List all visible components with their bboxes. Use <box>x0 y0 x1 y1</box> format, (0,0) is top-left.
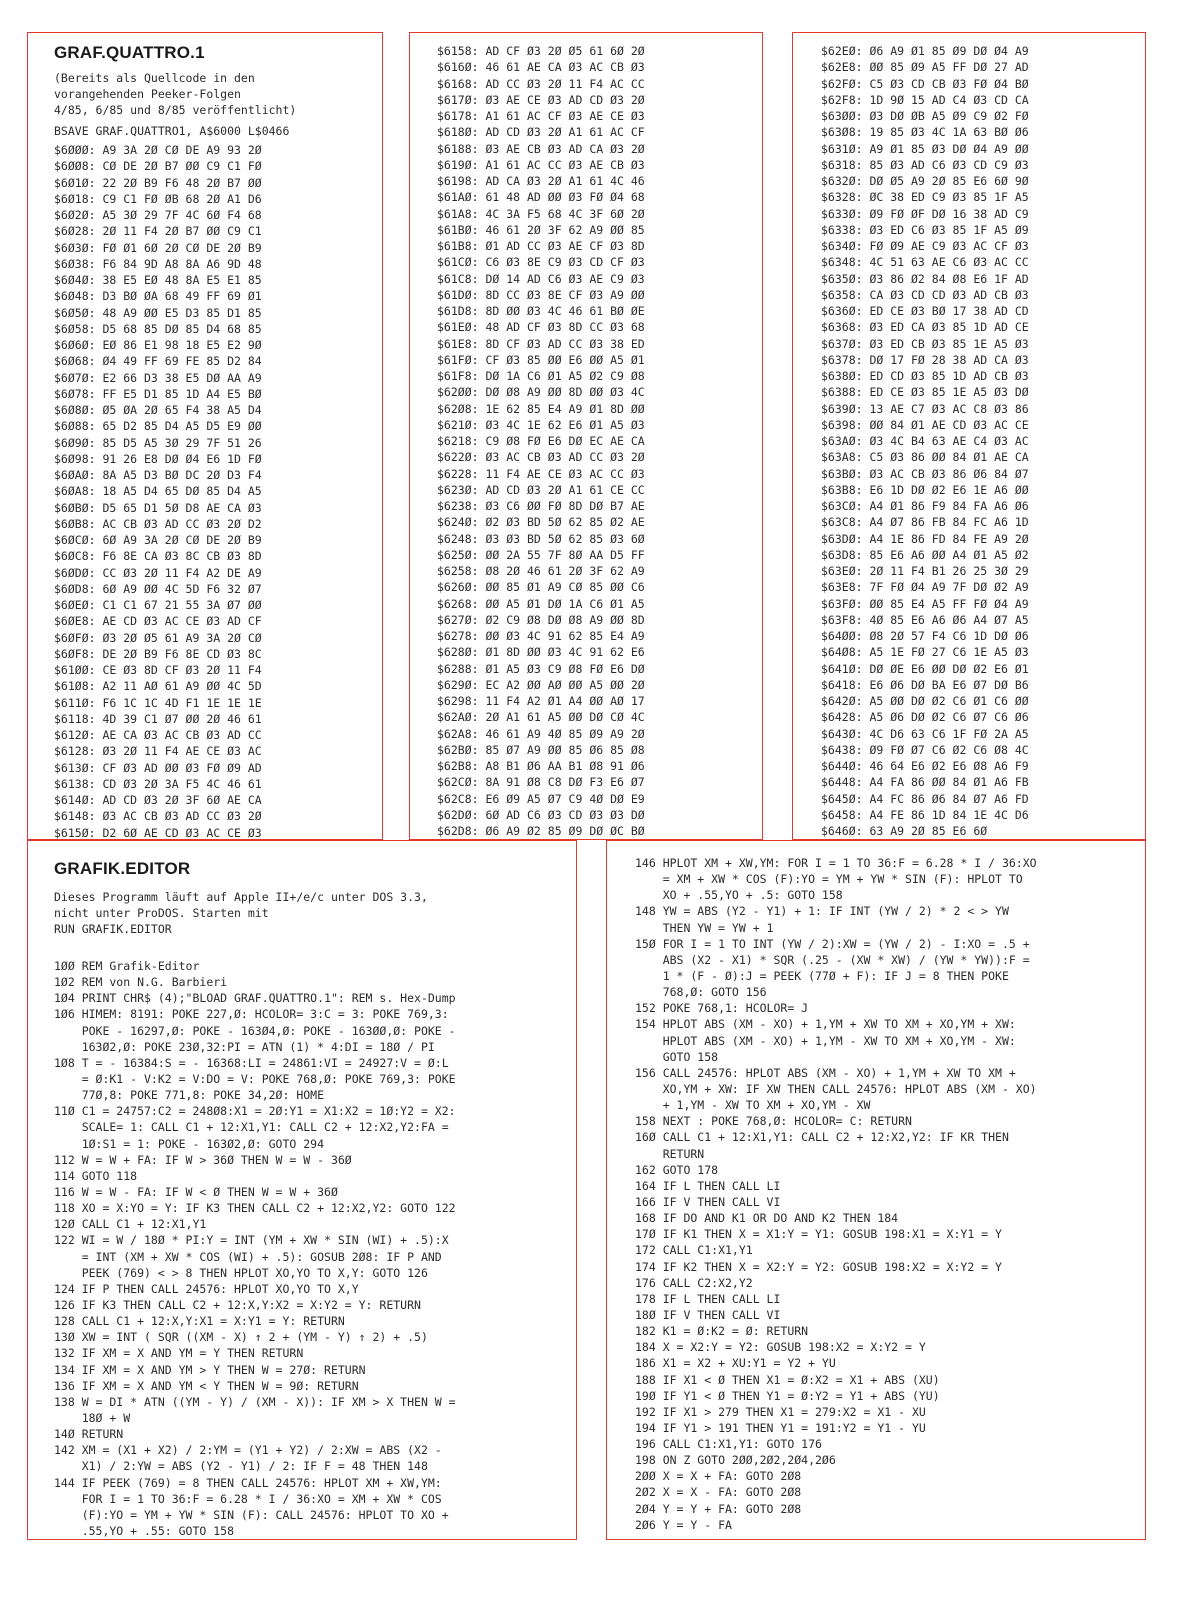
hex-line: $6198: AD CA Ø3 2Ø A1 61 4C 46 <box>437 174 645 188</box>
hex-dump-column-2 <box>437 43 645 839</box>
basic-line: 142 XM = (X1 + X2) / 2:YM = (Y1 + Y2) / 2:XW = ABS (X2 - <box>54 1443 442 1458</box>
hex-line: $6218: C9 Ø8 FØ E6 DØ EC AE CA <box>437 434 645 448</box>
hex-line: $6Ø78: FF E5 D1 85 1D A4 E5 BØ <box>54 386 262 401</box>
grafik-editor-box-2 <box>606 840 1146 1540</box>
basic-line: = Ø:K1 - V:K2 = V:DO = V: POKE 768,Ø: POKE 769,3: POKE <box>54 1071 456 1086</box>
basic-line: 188 IF X1 < Ø THEN X1 = Ø:X2 = X1 + ABS (XU) <box>635 1372 940 1387</box>
hex-line: $6ØDØ: CC Ø3 2Ø 11 F4 A2 DE A9 <box>54 565 262 580</box>
basic-listing-left <box>54 958 456 1539</box>
hex-line: $6Ø8Ø: Ø5 ØA 2Ø 65 F4 38 A5 D4 <box>54 403 262 417</box>
hex-line: $614Ø: AD CD Ø3 2Ø 3F 6Ø AE CA <box>54 793 262 807</box>
hex-line: $6Ø48: D3 BØ ØA 68 49 FF 69 Ø1 <box>54 289 262 304</box>
basic-line: (F):YO = YM + YW * SIN (F): CALL 24576: HPLOT TO XO + <box>54 1507 449 1522</box>
hex-line: $63EØ: 2Ø 11 F4 B1 26 25 3Ø 29 <box>821 564 1029 578</box>
hex-line: $626Ø: ØØ 85 Ø1 A9 CØ 85 ØØ C6 <box>437 580 645 595</box>
graf-quattro-intro <box>54 70 296 119</box>
hex-dump-column-3 <box>821 43 1029 839</box>
basic-line: RETURN <box>635 1146 705 1161</box>
hex-dump-box-3 <box>792 32 1146 840</box>
hex-line: $61D8: 8D ØØ Ø3 4C 46 61 BØ ØE <box>437 304 645 318</box>
hex-line: $6ØAØ: 8A A5 D3 BØ DC 2Ø D3 F4 <box>54 468 262 482</box>
basic-line: 1ØØ REM Grafik-Editor <box>54 959 200 973</box>
hex-line: $63AØ: Ø3 4C B4 63 AE C4 Ø3 AC <box>821 434 1029 448</box>
basic-line: 136 IF XM = X AND YM < Y THEN W = 9Ø: RETURN <box>54 1378 359 1393</box>
basic-line: SCALE= 1: CALL C1 + 12:X1,Y1: CALL C2 + 12:X2,Y2:FA = <box>54 1120 449 1135</box>
hex-line: $6Ø68: Ø4 49 FF 69 FE 85 D2 84 <box>54 354 262 369</box>
basic-line: 77Ø,8: POKE 771,8: POKE 34,2Ø: HOME <box>54 1088 325 1103</box>
hex-line: $622Ø: Ø3 AC CB Ø3 AD CC Ø3 2Ø <box>437 450 645 465</box>
basic-line: ABS (X2 - X1) * SQR (.25 - (XW * XW) / (YW * YW)):F = <box>635 952 1030 967</box>
hex-line: $6Ø1Ø: 22 2Ø B9 F6 48 2Ø B7 ØØ <box>54 175 262 190</box>
hex-line: $6Ø28: 2Ø 11 F4 2Ø B7 ØØ C9 C1 <box>54 224 262 239</box>
hex-line: $646Ø: 63 A9 2Ø 85 E6 6Ø <box>821 824 988 838</box>
hex-line: $62DØ: 6Ø AD C6 Ø3 CD Ø3 Ø3 DØ <box>437 807 645 822</box>
bsave-line: BSAVE GRAF.QUATTRO1, A$6000 L$0466 <box>54 124 290 138</box>
hex-line: $617Ø: Ø3 AE CE Ø3 AD CD Ø3 2Ø <box>437 92 645 107</box>
hex-line: $63BØ: Ø3 AC CB Ø3 86 Ø6 84 Ø7 <box>821 466 1029 481</box>
intro-line: 4/85, 6/85 und 8/85 veröffentlicht) <box>54 103 297 118</box>
hex-line: $634Ø: FØ Ø9 AE C9 Ø3 AC CF Ø3 <box>821 239 1029 253</box>
hex-line: $62F8: 1D 9Ø 15 AD C4 Ø3 CD CA <box>821 92 1029 107</box>
hex-line: $6288: Ø1 A5 Ø3 C9 Ø8 FØ E6 DØ <box>437 661 645 676</box>
basic-line: 152 POKE 768,1: HCOLOR= J <box>635 1001 809 1016</box>
hex-line: $61AØ: 61 48 AD ØØ Ø3 FØ Ø4 68 <box>437 190 645 205</box>
hex-line: $6318: 85 Ø3 AD C6 Ø3 CD C9 Ø3 <box>821 157 1029 172</box>
basic-line: 163Ø2,Ø: POKE 23Ø,32:PI = ATN (1) * 4:DI = 18Ø / PI <box>54 1039 435 1054</box>
basic-line: 178 IF L THEN CALL LI <box>635 1291 781 1306</box>
hex-line: $629Ø: EC A2 ØØ AØ ØØ A5 ØØ 2Ø <box>437 677 645 692</box>
hex-line: $623Ø: AD CD Ø3 2Ø A1 61 CE CC <box>437 482 645 497</box>
intro-line: RUN GRAFIK.EDITOR <box>54 922 172 937</box>
hex-line: $6ØA8: 18 A5 D4 65 DØ 85 D4 A5 <box>54 484 262 499</box>
hex-line: $619Ø: A1 61 AC CC Ø3 AE CB Ø3 <box>437 157 645 172</box>
grafik-editor-title: GRAFIK.EDITOR <box>54 859 191 878</box>
hex-line: $6278: ØØ Ø3 4C 91 62 85 E4 A9 <box>437 629 645 643</box>
hex-line: $6Ø6Ø: EØ 86 E1 98 18 E5 E2 9Ø <box>54 338 262 352</box>
basic-line: 12Ø CALL C1 + 12:X1,Y1 <box>54 1217 207 1232</box>
hex-line: $642Ø: A5 ØØ DØ Ø2 C6 Ø1 C6 ØØ <box>821 694 1029 708</box>
basic-line: 162 GOTO 178 <box>635 1162 719 1177</box>
hex-line: $6Ø58: D5 68 85 DØ 85 D4 68 85 <box>54 321 262 336</box>
hex-line: $6428: A5 Ø6 DØ Ø2 C6 Ø7 C6 Ø6 <box>821 710 1029 725</box>
basic-line: 124 IF P THEN CALL 24576: HPLOT XO,YO TO X,Y <box>54 1281 359 1296</box>
hex-line: $64ØØ: Ø8 2Ø 57 F4 C6 1D DØ Ø6 <box>821 629 1029 643</box>
basic-line: 768,Ø: GOTO 156 <box>635 985 767 1000</box>
hex-line: $63E8: 7F FØ Ø4 A9 7F DØ Ø2 A9 <box>821 580 1029 595</box>
basic-line: 2Ø2 X = X - FA: GOTO 2Ø8 <box>635 1485 802 1500</box>
basic-line: = XM + XW * COS (F):YO = YM + YW * SIN (F): HPLOT TO <box>635 872 1023 887</box>
hex-line: $6228: 11 F4 AE CE Ø3 AC CC Ø3 <box>437 466 645 481</box>
hex-line: $6Ø98: 91 26 E8 DØ Ø4 E6 1D FØ <box>54 451 262 466</box>
basic-line: 2Ø6 Y = Y - FA <box>635 1517 732 1532</box>
hex-line: $6248: Ø3 Ø3 BD 5Ø 62 85 Ø3 6Ø <box>437 531 645 546</box>
hex-line: $6378: DØ 17 FØ 28 38 AD CA Ø3 <box>821 352 1029 367</box>
hex-line: $62EØ: Ø6 A9 Ø1 85 Ø9 DØ Ø4 A9 <box>821 44 1029 58</box>
hex-line: $6188: Ø3 AE CB Ø3 AD CA Ø3 2Ø <box>437 141 645 156</box>
hex-line: $61EØ: 48 AD CF Ø3 8D CC Ø3 68 <box>437 320 645 335</box>
intro-line: vorangehenden Peeker-Folgen <box>54 87 241 102</box>
hex-line: $62C8: E6 Ø9 A5 Ø7 C9 4Ø DØ E9 <box>437 791 645 806</box>
hex-line: $625Ø: ØØ 2A 55 7F 8Ø AA D5 FF <box>437 547 645 562</box>
hex-line: $62AØ: 2Ø A1 61 A5 ØØ DØ CØ 4C <box>437 710 645 725</box>
basic-line: XO + .55,YO + .5: GOTO 158 <box>635 888 843 903</box>
hex-line: $6358: CA Ø3 CD CD Ø3 AD CB Ø3 <box>821 287 1029 302</box>
hex-line: $63A8: C5 Ø3 86 ØØ 84 Ø1 AE CA <box>821 450 1029 465</box>
hex-line: $6ØCØ: 6Ø A9 3A 2Ø CØ DE 2Ø B9 <box>54 533 262 547</box>
hex-line: $63DØ: A4 1E 86 FD 84 FE A9 2Ø <box>821 531 1029 546</box>
hex-line: $61DØ: 8D CC Ø3 8E CF Ø3 A9 ØØ <box>437 287 645 302</box>
hex-line: $62ØØ: DØ Ø8 A9 ØØ 8D ØØ Ø3 4C <box>437 385 645 400</box>
hex-line: $612Ø: AE CA Ø3 AC CB Ø3 AD CC <box>54 728 262 742</box>
hex-line: $62CØ: 8A 91 Ø8 C8 DØ F3 E6 Ø7 <box>437 775 645 790</box>
hex-line: $61B8: Ø1 AD CC Ø3 AE CF Ø3 8D <box>437 239 645 253</box>
basic-line: 158 NEXT : POKE 768,Ø: HCOLOR= C: RETURN <box>635 1114 912 1129</box>
basic-line: 15Ø FOR I = 1 TO INT (YW / 2):XW = (YW / 2) - I:XO = .5 + <box>635 936 1030 951</box>
hex-line: $6ØBØ: D5 65 D1 5Ø D8 AE CA Ø3 <box>54 500 262 515</box>
basic-line: 1Ø2 REM von N.G. Barbieri <box>54 975 228 990</box>
hex-line: $6Ø18: C9 C1 FØ ØB 68 2Ø A1 D6 <box>54 191 262 206</box>
basic-line: 182 K1 = Ø:K2 = Ø: RETURN <box>635 1324 809 1339</box>
hex-line: $6418: E6 Ø6 DØ BA E6 Ø7 DØ B6 <box>821 677 1029 692</box>
hex-line: $6138: CD Ø3 2Ø 3A F5 4C 46 61 <box>54 776 262 791</box>
hex-line: $63B8: E6 1D DØ Ø2 E6 1E A6 ØØ <box>821 482 1029 497</box>
hex-line: $639Ø: 13 AE C7 Ø3 AC C8 Ø3 86 <box>821 401 1029 416</box>
hex-line: $6ØE8: AE CD Ø3 AC CE Ø3 AD CF <box>54 614 262 629</box>
hex-line: $6118: 4D 39 C1 Ø7 ØØ 2Ø 46 61 <box>54 711 262 726</box>
graf-quattro-title: GRAF.QUATTRO.1 <box>54 43 205 62</box>
hex-line: $621Ø: Ø3 4C 1E 62 E6 Ø1 A5 Ø3 <box>437 417 645 432</box>
basic-line: 146 HPLOT XM + XW,YM: FOR I = 1 TO 36:F = 6.28 * I / 36:XO <box>635 856 1037 870</box>
hex-line: $61BØ: 46 61 2Ø 3F 62 A9 ØØ 85 <box>437 222 645 237</box>
hex-line: $6Ø88: 65 D2 85 D4 A5 D5 E9 ØØ <box>54 419 262 434</box>
basic-line: 2ØØ X = X + FA: GOTO 2Ø8 <box>635 1469 802 1484</box>
basic-line: 132 IF XM = X AND YM = Y THEN RETURN <box>54 1346 304 1361</box>
hex-line: $618Ø: AD CD Ø3 2Ø A1 61 AC CF <box>437 125 645 140</box>
hex-dump-column-1 <box>54 142 262 840</box>
basic-line: 116 W = W - FA: IF W < Ø THEN W = W + 36Ø <box>54 1184 338 1199</box>
hex-line: $6Ø9Ø: 85 D5 A5 3Ø 29 7F 51 26 <box>54 435 262 450</box>
hex-line: $61CØ: C6 Ø3 8E C9 Ø3 CD CF Ø3 <box>437 255 645 270</box>
basic-line: 148 YW = ABS (Y2 - Y1) + 1: IF INT (YW / 2) * 2 < > YW <box>635 904 1009 919</box>
basic-line: 17Ø IF K1 THEN X = X1:Y = Y1: GOSUB 198:X1 = X:Y1 = Y <box>635 1227 1002 1242</box>
hex-line: $641Ø: DØ ØE E6 ØØ DØ Ø2 E6 Ø1 <box>821 661 1029 676</box>
hex-line: $627Ø: Ø2 C9 Ø8 DØ Ø8 A9 ØØ 8D <box>437 612 645 627</box>
basic-line: 18Ø IF V THEN CALL VI <box>635 1307 781 1322</box>
basic-line: 18Ø + W <box>54 1410 131 1425</box>
hex-line: $6398: ØØ 84 Ø1 AE CD Ø3 AC CE <box>821 417 1029 432</box>
basic-line: 194 IF Y1 > 191 THEN Y1 = 191:Y2 = Y1 - YU <box>635 1420 926 1435</box>
hex-line: $6298: 11 F4 A2 Ø1 A4 ØØ AØ 17 <box>437 694 645 708</box>
hex-line: $6348: 4C 51 63 AE C6 Ø3 AC CC <box>821 255 1029 270</box>
hex-line: $6ØFØ: Ø3 2Ø Ø5 61 A9 3A 2Ø CØ <box>54 630 262 645</box>
hex-line: $63F8: 4Ø 85 E6 A6 Ø6 A4 Ø7 A5 <box>821 612 1029 627</box>
basic-line: .55,YO + .55: GOTO 158 <box>54 1523 235 1538</box>
basic-line: 1Ø6 HIMEM: 8191: POKE 227,Ø: HCOLOR= 3:C = 3: POKE 769,3: <box>54 1007 449 1022</box>
hex-line: $6Ø38: F6 84 9D A8 8A A6 9D 48 <box>54 256 262 271</box>
basic-line: 128 CALL C1 + 12:X,Y:X1 = X:Y1 = Y: RETURN <box>54 1314 345 1329</box>
basic-line: 168 IF DO AND K1 OR DO AND K2 THEN 184 <box>635 1211 899 1226</box>
hex-line: $63C8: A4 Ø7 86 FB 84 FC A6 1D <box>821 515 1029 530</box>
hex-line: $6Ø2Ø: A5 3Ø 29 7F 4C 6Ø F4 68 <box>54 208 262 222</box>
hex-line: $62Ø8: 1E 62 85 E4 A9 Ø1 8D ØØ <box>437 401 645 416</box>
hex-line: $62BØ: 85 Ø7 A9 ØØ 85 Ø6 85 Ø8 <box>437 742 645 757</box>
hex-line: $616Ø: 46 61 AE CA Ø3 AC CB Ø3 <box>437 60 645 75</box>
hex-line: $644Ø: 46 64 E6 Ø2 E6 Ø8 A6 F9 <box>821 759 1029 773</box>
hex-line: $6ØC8: F6 8E CA Ø3 8C CB Ø3 8D <box>54 549 262 564</box>
basic-line: FOR I = 1 TO 36:F = 6.28 * I / 36:XO = XM + XW * COS <box>54 1491 442 1506</box>
basic-line: 14Ø RETURN <box>54 1427 124 1442</box>
basic-line: 138 W = DI * ATN ((YM - Y) / (XM - X)): IF XM > X THEN W = <box>54 1394 456 1409</box>
basic-line: 156 CALL 24576: HPLOT ABS (XM - XO) + 1,YM + XW TO XM + <box>635 1065 1016 1080</box>
hex-line: $6ØD8: 6Ø A9 ØØ 4C 5D F6 32 Ø7 <box>54 581 262 596</box>
hex-line: $631Ø: A9 Ø1 85 Ø3 DØ Ø4 A9 ØØ <box>821 141 1029 156</box>
hex-line: $611Ø: F6 1C 1C 4D F1 1E 1E 1E <box>54 695 262 710</box>
hex-line: $633Ø: Ø9 FØ ØF DØ 16 38 AD C9 <box>821 206 1029 221</box>
hex-line: $64Ø8: A5 1E FØ 27 C6 1E A5 Ø3 <box>821 645 1029 660</box>
hex-line: $61F8: DØ 1A C6 Ø1 A5 Ø2 C9 Ø8 <box>437 369 645 383</box>
basic-line: 19Ø IF Y1 < Ø THEN Y1 = Ø:Y2 = Y1 + ABS (YU) <box>635 1388 940 1403</box>
basic-line: 114 GOTO 118 <box>54 1168 138 1183</box>
basic-line: + 1,YM - XW TO XM + XO,YM - XW <box>635 1098 871 1113</box>
hex-line: $6ØF8: DE 2Ø B9 F6 8E CD Ø3 8C <box>54 646 262 661</box>
basic-line: 172 CALL C1:X1,Y1 <box>635 1243 753 1258</box>
hex-line: $643Ø: 4C D6 63 C6 1F FØ 2A A5 <box>821 726 1029 741</box>
hex-line: $6448: A4 FA 86 ØØ 84 Ø1 A6 FB <box>821 775 1029 790</box>
grafik-editor-intro <box>54 889 428 938</box>
basic-line: HPLOT ABS (XM - XO) + 1,YM - XW TO XM + XO,YM - XW: <box>635 1033 1016 1048</box>
hex-line: $637Ø: Ø3 ED CB Ø3 85 1E A5 Ø3 <box>821 336 1029 351</box>
hex-line: $6268: ØØ A5 Ø1 DØ 1A C6 Ø1 A5 <box>437 596 645 611</box>
intro-line: Dieses Programm läuft auf Apple II+/e/c unter DOS 3.3, <box>54 890 428 904</box>
basic-line: 196 CALL C1:X1,Y1: GOTO 176 <box>635 1437 822 1452</box>
hex-line: $6368: Ø3 ED CA Ø3 85 1D AD CE <box>821 320 1029 335</box>
hex-line: $63CØ: A4 Ø1 86 F9 84 FA A6 Ø6 <box>821 499 1029 513</box>
basic-line: 126 IF K3 THEN CALL C2 + 12:X,Y:X2 = X:Y2 = Y: RETURN <box>54 1297 421 1312</box>
hex-line: $636Ø: ED CE Ø3 BØ 17 38 AD CD <box>821 304 1029 318</box>
basic-line: 174 IF K2 THEN X = X2:Y = Y2: GOSUB 198:X2 = X:Y2 = Y <box>635 1259 1002 1274</box>
hex-line: $61E8: 8D CF Ø3 AD CC Ø3 38 ED <box>437 336 645 351</box>
basic-line: 122 WI = W / 18Ø * PI:Y = INT (YM + XW * SIN (WI) + .5):X <box>54 1233 449 1248</box>
hex-line: $62A8: 46 61 A9 4Ø 85 Ø9 A9 2Ø <box>437 726 645 741</box>
hex-line: $6128: Ø3 2Ø 11 F4 AE CE Ø3 AC <box>54 744 262 759</box>
hex-line: $624Ø: Ø2 Ø3 BD 5Ø 62 85 Ø2 AE <box>437 515 645 530</box>
hex-line: $6ØØØ: A9 3A 2Ø CØ DE A9 93 2Ø <box>54 143 262 157</box>
hex-line: $61A8: 4C 3A F5 68 4C 3F 6Ø 2Ø <box>437 206 645 221</box>
basic-line: GOTO 158 <box>635 1049 719 1064</box>
basic-line: 16Ø CALL C1 + 12:X1,Y1: CALL C2 + 12:X2,Y2: IF KR THEN <box>635 1130 1009 1145</box>
hex-line: $6ØEØ: C1 C1 67 21 55 3A Ø7 ØØ <box>54 598 262 612</box>
hex-line: $6238: Ø3 C6 ØØ FØ 8D DØ B7 AE <box>437 499 645 513</box>
hex-line: $6ØB8: AC CB Ø3 AD CC Ø3 2Ø D2 <box>54 516 262 531</box>
basic-line: POKE - 16297,Ø: POKE - 163Ø4,Ø: POKE - 163ØØ,Ø: POKE - <box>54 1023 456 1038</box>
basic-line: 166 IF V THEN CALL VI <box>635 1194 781 1209</box>
hex-line: $63ØØ: Ø3 DØ ØB A5 Ø9 C9 Ø2 FØ <box>821 109 1029 123</box>
hex-line: $62E8: ØØ 85 Ø9 A5 FF DØ 27 AD <box>821 60 1029 75</box>
basic-line: 1Ø:S1 = 1: POKE - 163Ø2,Ø: GOTO 294 <box>54 1136 325 1151</box>
hex-line: $6Ø3Ø: FØ Ø1 6Ø 2Ø CØ DE 2Ø B9 <box>54 240 262 255</box>
hex-line: $6Ø7Ø: E2 66 D3 38 E5 DØ AA A9 <box>54 370 262 385</box>
hex-line: $6338: Ø3 ED C6 Ø3 85 1F A5 Ø9 <box>821 222 1029 237</box>
basic-line: 186 X1 = X2 + XU:Y1 = Y2 + YU <box>635 1356 836 1371</box>
hex-line: $645Ø: A4 FC 86 Ø6 84 Ø7 A6 FD <box>821 791 1029 806</box>
hex-line: $6148: Ø3 AC CB Ø3 AD CC Ø3 2Ø <box>54 809 262 824</box>
hex-line: $6258: Ø8 2Ø 46 61 2Ø 3F 62 A9 <box>437 564 645 578</box>
basic-line: 184 X = X2:Y = Y2: GOSUB 198:X2 = X:Y2 = Y <box>635 1340 926 1355</box>
basic-line: THEN YW = YW + 1 <box>635 920 774 935</box>
hex-line: $62B8: A8 B1 Ø6 AA B1 Ø8 91 Ø6 <box>437 759 645 773</box>
basic-line: 164 IF L THEN CALL LI <box>635 1178 781 1193</box>
hex-line: $6178: A1 61 AC CF Ø3 AE CE Ø3 <box>437 109 645 123</box>
basic-line: XO,YM + XW: IF XW THEN CALL 24576: HPLOT ABS (XM - XO) <box>635 1081 1037 1096</box>
hex-line: $62FØ: C5 Ø3 CD CB Ø3 FØ Ø4 BØ <box>821 76 1029 91</box>
hex-line: $6Ø5Ø: 48 A9 ØØ E5 D3 85 D1 85 <box>54 305 262 320</box>
basic-line: 144 IF PEEK (769) = 8 THEN CALL 24576: HPLOT XM + XW,YM: <box>54 1475 442 1490</box>
basic-listing-right <box>635 855 1037 1533</box>
basic-line: X1) / 2:YW = ABS (Y2 - Y1) / 2: IF F = 48 THEN 148 <box>54 1459 428 1474</box>
basic-line: 13Ø XW = INT ( SQR ((XM - X) ↑ 2 + (YM - Y) ↑ 2) + .5) <box>54 1330 428 1345</box>
hex-line: $6168: AD CC Ø3 2Ø 11 F4 AC CC <box>437 76 645 91</box>
hex-line: $6158: AD CF Ø3 2Ø Ø5 61 6Ø 2Ø <box>437 44 645 58</box>
intro-line: nicht unter ProDOS. Starten mit <box>54 906 269 921</box>
hex-line: $6ØØ8: CØ DE 2Ø B7 ØØ C9 C1 FØ <box>54 159 262 174</box>
basic-line: 1 * (F - Ø):J = PEEK (77Ø + F): IF J = 8 THEN POKE <box>635 968 1009 983</box>
hex-line: $61ØØ: CE Ø3 8D CF Ø3 2Ø 11 F4 <box>54 663 262 677</box>
basic-line: 11Ø C1 = 24757:C2 = 248Ø8:X1 = 2Ø:Y1 = X1:X2 = 1Ø:Y2 = X2: <box>54 1104 456 1119</box>
basic-line: 1Ø4 PRINT CHR$ (4);"BLOAD GRAF.QUATTRO.1": REM s. Hex-Dump <box>54 991 456 1006</box>
hex-line: $628Ø: Ø1 8D ØØ Ø3 4C 91 62 E6 <box>437 645 645 660</box>
basic-line: 2Ø4 Y = Y + FA: GOTO 2Ø8 <box>635 1501 802 1516</box>
basic-line: 112 W = W + FA: IF W > 36Ø THEN W = W - 36Ø <box>54 1152 352 1167</box>
grafik-editor-box <box>27 840 577 1540</box>
hex-line: $615Ø: D2 6Ø AE CD Ø3 AC CE Ø3 <box>54 825 262 840</box>
basic-line: 134 IF XM = X AND YM > Y THEN W = 27Ø: RETURN <box>54 1362 366 1377</box>
basic-line: 198 ON Z GOTO 2ØØ,2Ø2,2Ø4,2Ø6 <box>635 1453 836 1468</box>
basic-line: 154 HPLOT ABS (XM - XO) + 1,YM + XW TO XM + XO,YM + XW: <box>635 1017 1016 1032</box>
hex-line: $6388: ED CE Ø3 85 1E A5 Ø3 DØ <box>821 385 1029 400</box>
graf-quattro-box <box>27 32 383 840</box>
hex-line: $6Ø4Ø: 38 E5 EØ 48 8A E5 E1 85 <box>54 273 262 287</box>
hex-line: $63FØ: ØØ 85 E4 A5 FF FØ Ø4 A9 <box>821 596 1029 611</box>
hex-line: $61FØ: CF Ø3 85 ØØ E6 ØØ A5 Ø1 <box>437 352 645 367</box>
hex-line: $61C8: DØ 14 AD C6 Ø3 AE C9 Ø3 <box>437 271 645 286</box>
hex-dump-box-2 <box>409 32 763 840</box>
hex-line: $63Ø8: 19 85 Ø3 4C 1A 63 BØ Ø6 <box>821 125 1029 140</box>
basic-line: PEEK (769) < > 8 THEN HPLOT XO,YO TO X,Y: GOTO 126 <box>54 1265 428 1280</box>
basic-line: 118 XO = X:YO = Y: IF K3 THEN CALL C2 + 12:X2,Y2: GOTO 122 <box>54 1201 456 1216</box>
basic-line: 176 CALL C2:X2,Y2 <box>635 1275 753 1290</box>
hex-line: $6458: A4 FE 86 1D 84 1E 4C D6 <box>821 807 1029 822</box>
hex-line: $6438: Ø9 FØ Ø7 C6 Ø2 C6 Ø8 4C <box>821 742 1029 757</box>
basic-line: 1Ø8 T = - 16384:S = - 16368:LI = 24861:VI = 24927:V = Ø:L <box>54 1055 449 1070</box>
hex-line: $6328: ØC 38 ED C9 Ø3 85 1F A5 <box>821 190 1029 205</box>
hex-line: $613Ø: CF Ø3 AD ØØ Ø3 FØ Ø9 AD <box>54 760 262 775</box>
hex-line: $62D8: Ø6 A9 Ø2 85 Ø9 DØ ØC BØ <box>437 824 645 838</box>
basic-line: = INT (XM + XW * COS (WI) + .5): GOSUB 2Ø8: IF P AND <box>54 1249 442 1264</box>
basic-line: 192 IF X1 > 279 THEN X1 = 279:X2 = X1 - XU <box>635 1404 926 1419</box>
hex-line: $61Ø8: A2 11 AØ 61 A9 ØØ 4C 5D <box>54 679 262 694</box>
hex-line: $632Ø: DØ Ø5 A9 2Ø 85 E6 6Ø 9Ø <box>821 174 1029 188</box>
hex-line: $635Ø: Ø3 86 Ø2 84 Ø8 E6 1F AD <box>821 271 1029 286</box>
hex-line: $63D8: 85 E6 A6 ØØ A4 Ø1 A5 Ø2 <box>821 547 1029 562</box>
intro-line: (Bereits als Quellcode in den <box>54 71 255 85</box>
hex-line: $638Ø: ED CD Ø3 85 1D AD CB Ø3 <box>821 369 1029 383</box>
